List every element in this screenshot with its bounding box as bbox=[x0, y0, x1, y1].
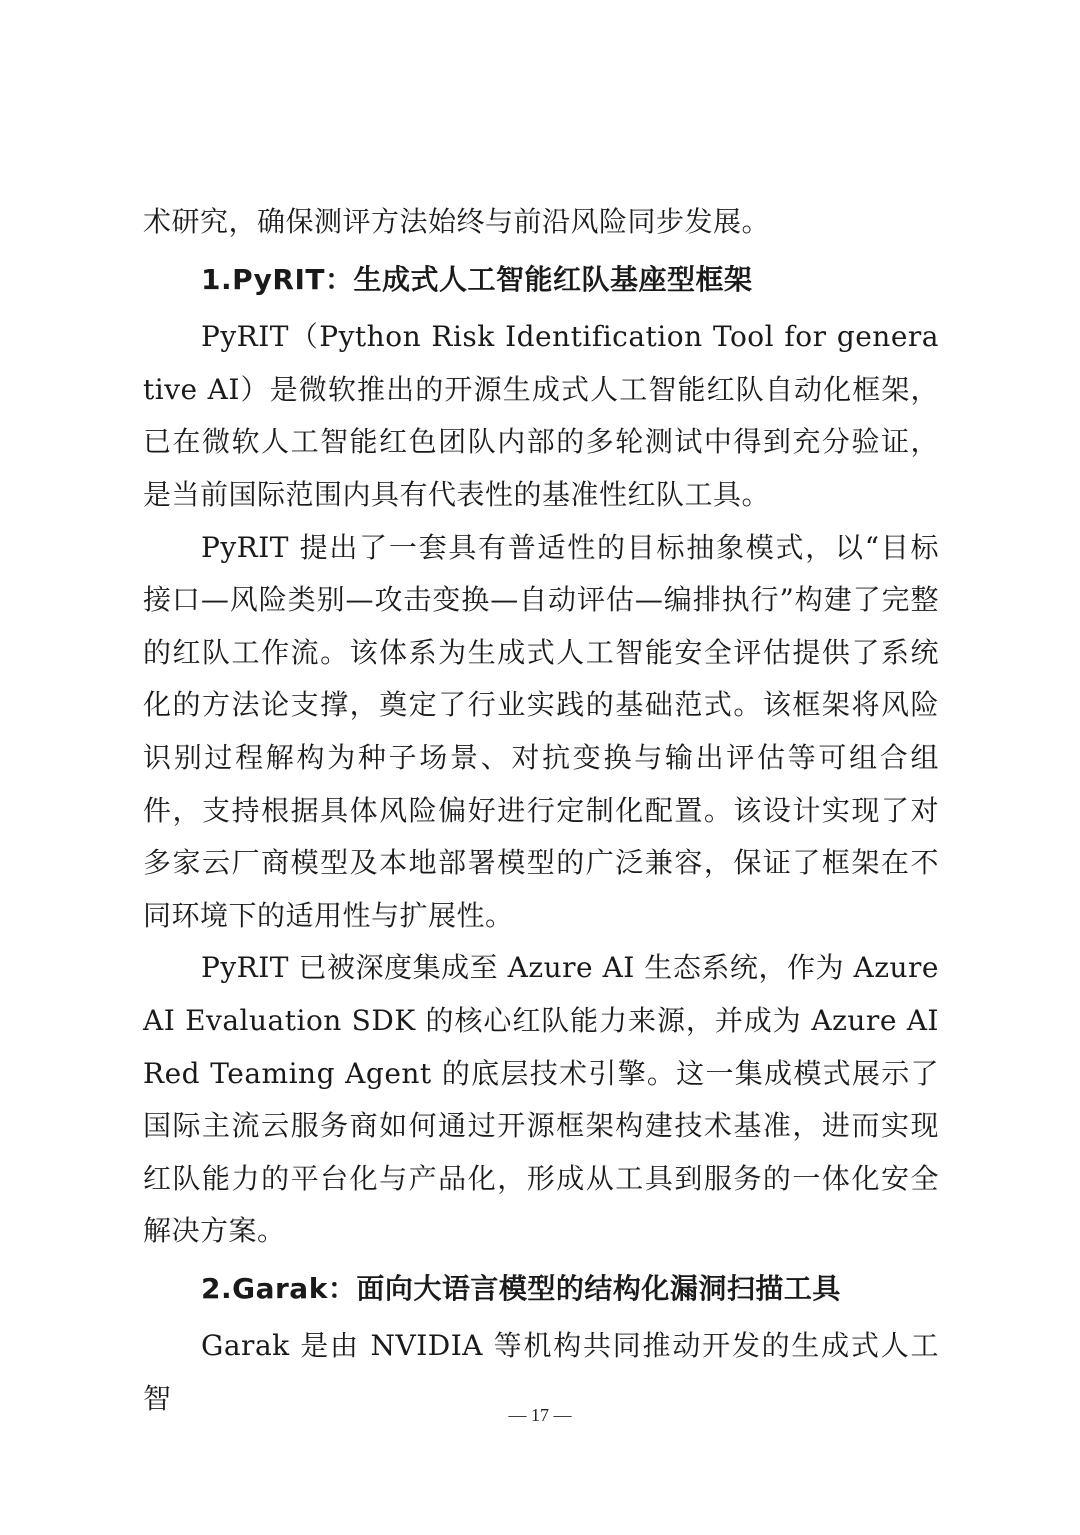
document-body bbox=[143, 196, 939, 1426]
paragraph-pyrit-intro: PyRIT（Python Risk Identification Tool for generative AI）是微软推出的开源生成式人工智能红队自动化框架，已在微软人工智能红色团队内部的多轮测试中得到充分验证，是当前国际范围内具有代表性的基准性红队工具。 bbox=[143, 320, 939, 511]
paragraph-pyrit-workflow: PyRIT 提出了一套具有普适性的目标抽象模式，以“目标接口—风险类别—攻击变换—自动评估—编排执行”构建了完整的红队工作流。该体系为生成式人工智能安全评估提供了系统化的方法论支撑，奠定了行业实践的基础范式。该框架将风险识别过程解构为种子场景、对抗变换与输出评估等可组合组件，支持根据具体风险偏好进行定制化配置。该设计实现了对多家云厂商模型及本地部署模型的广泛兼容，保证了框架在不同环境下的适用性与扩展性。 bbox=[143, 530, 939, 932]
paragraph-garak-intro: Garak 是由 NVIDIA 等机构共同推动开发的生成式人工智 bbox=[143, 1329, 939, 1416]
section-heading-garak: 2.Garak：面向大语言模型的结构化漏洞扫描工具 bbox=[201, 1271, 841, 1305]
paragraph-pyrit-azure: PyRIT 已被深度集成至 Azure AI 生态系统，作为 Azure AI Evaluation SDK 的核心红队能力来源，并成为 Azure AI Red Teaming Agent 的底层技术引擎。这一集成模式展示了国际主流云服务商如何通过开源框架构建技术基准，进而实现红队能力的平台化与产品化，形成从工具到服务的一体化安全解决方案。 bbox=[143, 951, 939, 1248]
page-number: — 17 — bbox=[508, 1405, 572, 1425]
section-heading-pyrit: 1.PyRIT：生成式人工智能红队基座型框架 bbox=[201, 262, 753, 296]
paragraph-continuation: 术研究，确保测评方法始终与前沿风险同步发展。 bbox=[143, 205, 771, 238]
